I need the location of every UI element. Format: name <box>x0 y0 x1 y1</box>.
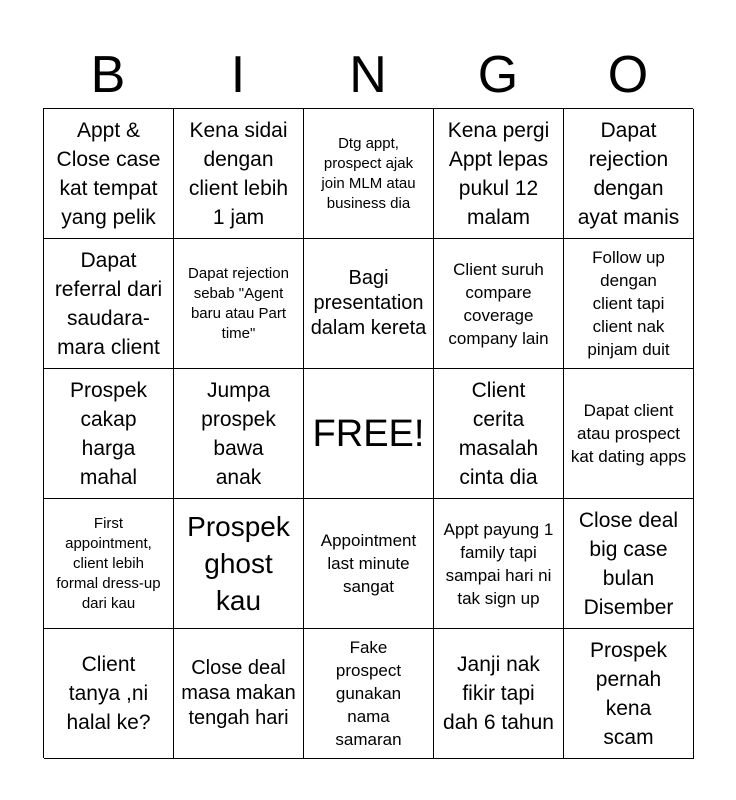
cell-text: Dapat rejection sebab "Agent baru atau Part time" <box>188 264 289 342</box>
bingo-cell[interactable] <box>304 499 434 629</box>
bingo-cell[interactable] <box>434 499 564 629</box>
header-letter-n: N <box>349 46 387 104</box>
cell-text: Jumpa prospek bawa anak <box>201 378 276 489</box>
bingo-cell[interactable] <box>304 109 434 239</box>
bingo-cell[interactable] <box>304 239 434 369</box>
bingo-cell[interactable] <box>44 369 174 499</box>
bingo-cell[interactable] <box>434 109 564 239</box>
bingo-cell[interactable] <box>434 629 564 759</box>
bingo-cell[interactable] <box>44 629 174 759</box>
free-space-text: FREE! <box>312 412 425 455</box>
cell-text: Dapat referral dari saudara-mara client <box>54 248 163 359</box>
cell-text: Dapat rejection dengan ayat manis <box>577 118 680 229</box>
bingo-cell[interactable] <box>304 629 434 759</box>
bingo-cell[interactable] <box>44 239 174 369</box>
cell-text: Dtg appt, prospect ajak join MLM atau business dia <box>321 134 416 212</box>
cell-text: Appointment last minute sangat <box>320 531 417 596</box>
header-letter-i: I <box>230 46 246 104</box>
bingo-cell[interactable] <box>174 499 304 629</box>
cell-text: Bagi presentation dalam kereta <box>310 267 427 339</box>
header-letter-g: G <box>477 46 519 104</box>
cell-text: Kena sidai dengan client lebih 1 jam <box>188 118 289 229</box>
bingo-cell[interactable] <box>564 499 694 629</box>
bingo-cell[interactable] <box>174 239 304 369</box>
bingo-cell[interactable] <box>564 239 694 369</box>
cell-text: Client cerita masalah cinta dia <box>458 378 539 489</box>
bingo-cell[interactable] <box>434 369 564 499</box>
cell-text: Follow up dengan client tapi client nak pinjam duit <box>587 248 670 359</box>
cell-text: Appt & Close case kat tempat yang pelik <box>56 118 161 229</box>
bingo-cell[interactable] <box>174 369 304 499</box>
cell-text: Fake prospect gunakan nama samaran <box>335 638 402 749</box>
cell-text: Prospek pernah kena scam <box>589 638 668 749</box>
bingo-cell[interactable] <box>44 109 174 239</box>
cell-text: Client tanya ,ni halal ke? <box>66 653 151 734</box>
header-letter-o: O <box>607 46 649 104</box>
bingo-cell[interactable] <box>564 629 694 759</box>
cell-text: Kena pergi Appt lepas pukul 12 malam <box>447 118 550 229</box>
cell-text: Janji nak fikir tapi dah 6 tahun <box>443 653 554 734</box>
bingo-cell[interactable] <box>434 239 564 369</box>
cell-text: Close deal big case bulan Disember <box>578 508 679 619</box>
bingo-board <box>43 108 693 758</box>
header-letter-b: B <box>90 46 126 104</box>
bingo-header <box>43 44 693 106</box>
free-space[interactable] <box>304 369 434 499</box>
bingo-cell[interactable] <box>44 499 174 629</box>
cell-text: Client suruh compare coverage company lain <box>448 259 549 348</box>
cell-text: Close deal masa makan tengah hari <box>181 657 296 729</box>
cell-text: Dapat client atau prospect kat dating apps <box>570 401 687 466</box>
cell-text: Prospek ghost kau <box>187 511 290 616</box>
cell-text: Prospek cakap harga mahal <box>69 378 148 489</box>
bingo-cell[interactable] <box>174 109 304 239</box>
cell-text: Appt payung 1 family tapi sampai hari ni tak sign up <box>443 519 554 608</box>
bingo-cell[interactable] <box>174 629 304 759</box>
bingo-cell[interactable] <box>564 109 694 239</box>
bingo-cell[interactable] <box>564 369 694 499</box>
cell-text: First appointment, client lebih formal dress-up dari kau <box>56 514 161 612</box>
